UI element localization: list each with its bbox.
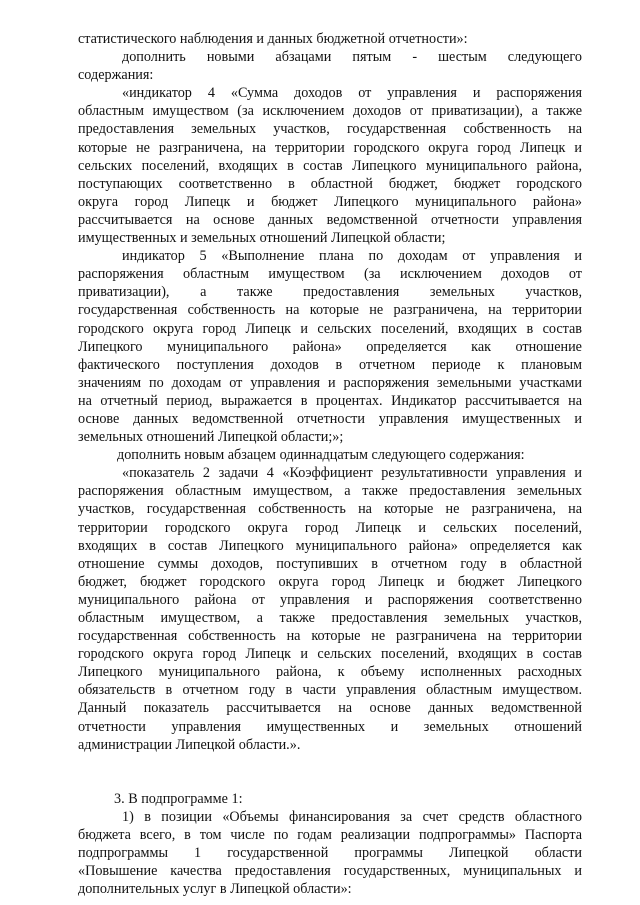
text-line: предоставления земельных участков, государственная собственность на bbox=[78, 121, 582, 138]
text-line: администрации Липецкой области.». bbox=[78, 736, 301, 753]
text-line: дополнить новыми абзацами пятым - шестым следующего bbox=[122, 49, 582, 66]
text-line: территории городского округа город Липецк и сельских поселений, bbox=[78, 519, 582, 536]
text-line: участков, государственная собственность на которые не разграничена, на bbox=[78, 501, 582, 518]
text-line: «показатель 2 задачи 4 «Коэффициент результативности управления и bbox=[122, 465, 582, 482]
text-line: фактического поступления доходов в отчетном периоде к плановым bbox=[78, 356, 582, 373]
section-gap bbox=[78, 754, 582, 790]
text-line: отношение суммы доходов, поступивших в отчетном году в областной bbox=[78, 555, 582, 572]
text-line: городского округа город Липецк и сельских поселений, входящих в состав bbox=[78, 646, 582, 663]
text-line: рассчитывается на основе данных ведомственной отчетности управления bbox=[78, 211, 582, 228]
section-body bbox=[78, 808, 582, 898]
text-line: основе данных ведомственной отчетности управления имущественных и bbox=[78, 410, 582, 427]
text-line: государственная собственность на которые не разграничена, на территории bbox=[78, 302, 582, 319]
text-line: областным имуществом (за исключением доходов от приватизации), а также bbox=[78, 103, 582, 120]
text-line: приватизации), а также предоставления земельных участков, bbox=[78, 284, 582, 301]
text-line: дополнить новым абзацем одиннадцатым следующего содержания: bbox=[117, 447, 525, 464]
text-line: дополнительных услуг в Липецкой области»: bbox=[78, 881, 352, 898]
text-line: государственная собственность на которые не разграничена на территории bbox=[78, 628, 582, 645]
text-line: статистического наблюдения и данных бюджетной отчетности»: bbox=[78, 31, 468, 47]
text-line: индикатор 5 «Выполнение плана по доходам от управления и bbox=[122, 248, 582, 265]
document-body bbox=[78, 30, 582, 754]
text-line: Липецкого муниципального района, к объему исполненных расходных bbox=[78, 664, 582, 681]
text-line: на отчетный период, выражается в процентах. Индикатор рассчитывается на bbox=[78, 392, 582, 409]
text-line: Данный показатель рассчитывается на основе данных ведомственной bbox=[78, 700, 582, 717]
text-line: бюджет, бюджет городского округа город Липецк и бюджет Липецкого bbox=[78, 573, 582, 590]
document-page bbox=[78, 30, 582, 898]
text-line: значениям по доходам от управления и распоряжения земельными участками bbox=[78, 374, 582, 391]
text-line: распоряжения областным имуществом, а также предоставления земельных bbox=[78, 483, 582, 500]
text-line: распоряжения областным имуществом (за исключением доходов от bbox=[78, 266, 582, 283]
text-line: округа город Липецк и бюджет Липецкого муниципального района» bbox=[78, 193, 582, 210]
text-line: «Повышение качества предоставления государственных, муниципальных и bbox=[78, 863, 582, 880]
text-line: которые не разграничена, на территории городского округа город Липецк и bbox=[78, 139, 582, 156]
text-line: входящих в состав Липецкого муниципального района» определяется как bbox=[78, 537, 582, 554]
text-line: поступающих соответственно в областной бюджет, бюджет городского bbox=[78, 175, 582, 192]
text-line: муниципального района от управления и распоряжения соответственно bbox=[78, 591, 582, 608]
text-line: содержания: bbox=[78, 67, 154, 84]
text-line: городского округа город Липецк и сельских поселений, входящих в состав bbox=[78, 320, 582, 337]
text-line: Липецкого муниципального района» определяется как отношение bbox=[78, 338, 582, 355]
section-heading: 3. В подпрограмме 1: bbox=[114, 790, 243, 807]
text-line: бюджета всего, в том числе по годам реализации подпрограммы» Паспорта bbox=[78, 826, 582, 843]
text-line: подпрограммы 1 государственной программы Липецкой области bbox=[78, 845, 582, 862]
text-line: обязательств в отчетном году в части управления областным имуществом. bbox=[78, 682, 582, 699]
text-line: 1) в позиции «Объемы финансирования за счет средств областного bbox=[122, 808, 582, 825]
text-line: сельских поселений, входящих в состав Липецкого муниципального района, bbox=[78, 157, 582, 174]
text-line: «индикатор 4 «Сумма доходов от управления и распоряжения bbox=[122, 85, 582, 102]
text-line: областным имуществом, а также предоставления земельных участков, bbox=[78, 610, 582, 626]
text-line: земельных отношений Липецкой области;»; bbox=[78, 429, 344, 446]
text-line: отчетности управления имущественных и земельных отношений bbox=[78, 718, 582, 735]
text-line: имущественных и земельных отношений Липецкой области; bbox=[78, 230, 446, 247]
